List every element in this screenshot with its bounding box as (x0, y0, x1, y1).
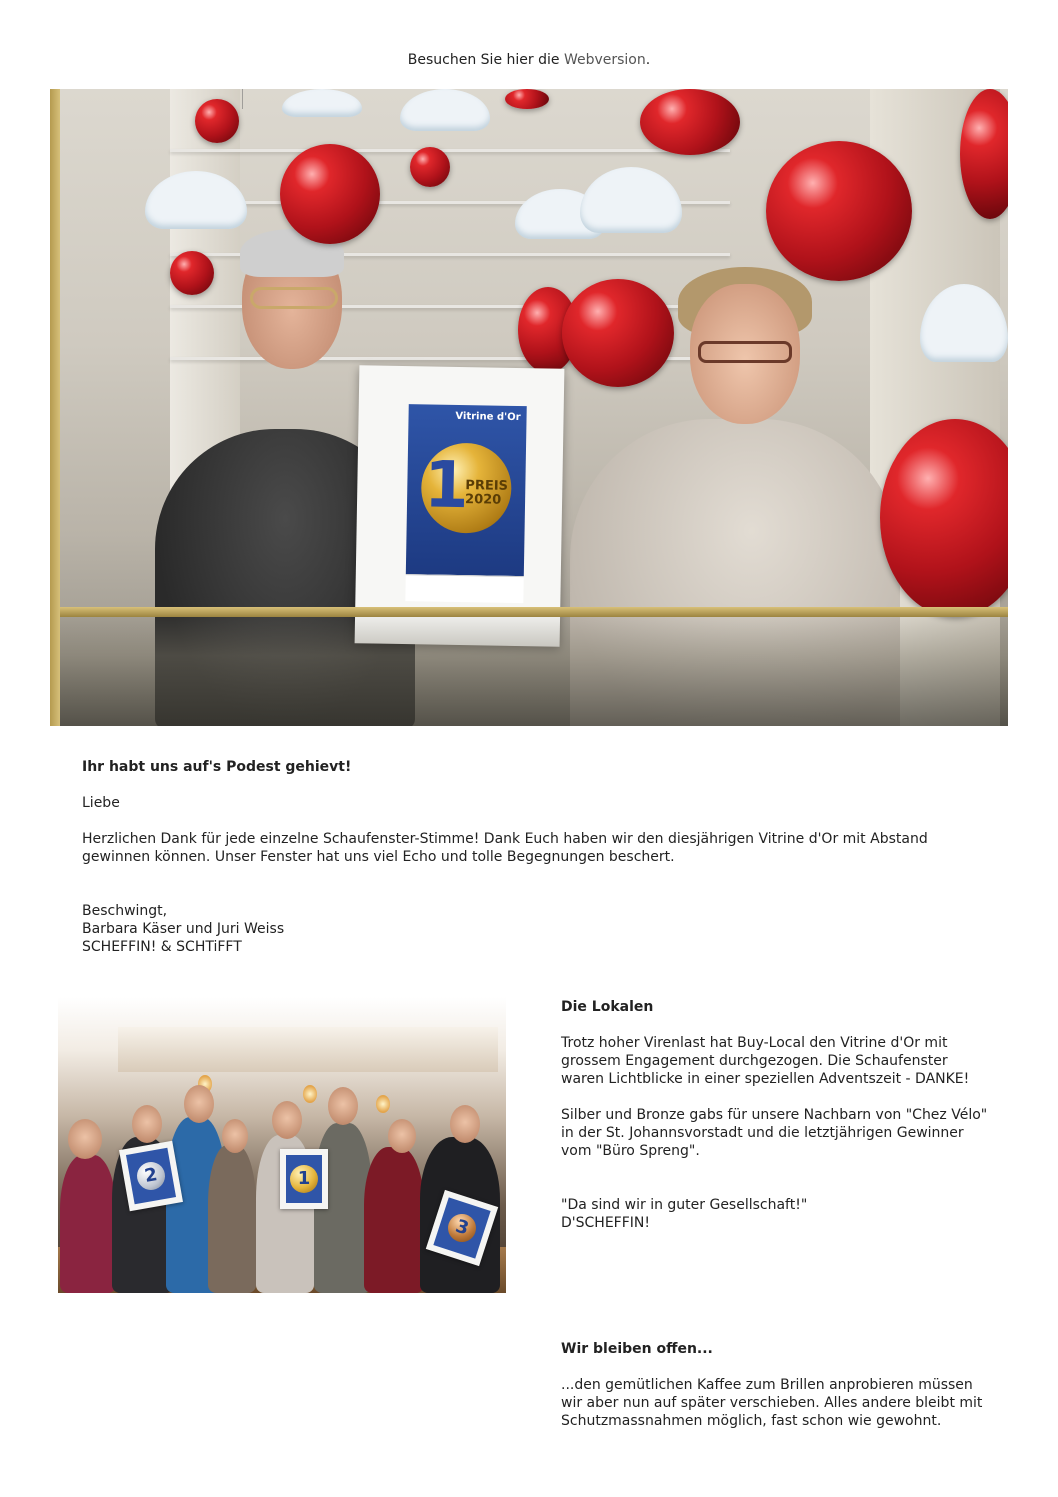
thanks-paragraph: Herzlichen Dank für jede einzelne Schaufenster-Stimme! Dank Euch haben wir den diesjährigen Vitrine d'Or mit Abstand gewinnen können. Unser Fenster hat uns viel Echo und tolle Begegnungen beschert. (82, 831, 928, 865)
greeting: Liebe (82, 795, 120, 811)
bauble (195, 99, 239, 143)
person-head (272, 1101, 302, 1139)
parachute-mask (580, 167, 682, 233)
webversion-notice (0, 51, 1058, 69)
person-head (450, 1105, 480, 1143)
webversion-suffix: . (645, 52, 651, 68)
award-certificate-silver (119, 1141, 183, 1211)
locals-paragraph: Trotz hoher Virenlast hat Buy-Local den Vitrine d'Or mit grossem Engagement durchgezogen. Die Schaufenster waren Lichtblicke in einer speziellen Adventszeit - DANKE! (561, 1035, 970, 1087)
quote-author: D'SCHEFFIN! (561, 1215, 650, 1231)
person-head (184, 1085, 214, 1123)
open-paragraph: ...den gemütlichen Kaffee zum Brillen anprobieren müssen wir aber nun auf später verschieben. Alles andere bleibt mit Schutzmassnahmen möglich, fast schon wie gewohnt. (561, 1377, 983, 1429)
bauble (766, 141, 912, 281)
webversion-link[interactable]: Webversion (563, 52, 646, 68)
brass-rail (50, 607, 1008, 617)
hero-photo (50, 89, 1008, 726)
gold-bauble-icon (421, 442, 513, 534)
prize-year: 2020 (464, 492, 502, 508)
bauble (640, 89, 740, 155)
lamp (303, 1085, 317, 1103)
bronze-bauble-icon: 3 (444, 1210, 479, 1245)
person-head (328, 1087, 358, 1125)
signoff-names: Barbara Käser und Juri Weiss (82, 921, 285, 937)
webversion-prefix: Besuchen Sie hier die (407, 52, 564, 68)
team-photo (58, 997, 506, 1293)
intro-section (82, 758, 962, 956)
bauble (505, 89, 549, 109)
bauble-string (242, 89, 243, 109)
award-brand: Vitrine d'Or (455, 410, 521, 424)
man-glasses (250, 287, 338, 309)
award-sponsor-strip (405, 574, 523, 603)
parachute-mask (282, 89, 362, 117)
section-heading: Die Lokalen (561, 999, 654, 1015)
bauble (410, 147, 450, 187)
prize-label (465, 479, 508, 508)
prize-word: PREIS (465, 478, 509, 494)
parachute-mask (400, 89, 490, 131)
person (60, 1155, 116, 1293)
person-head (222, 1119, 248, 1153)
bauble (280, 144, 380, 244)
signoff-shops: SCHEFFIN! & SCHTiFFT (82, 939, 242, 955)
person-head (132, 1105, 162, 1143)
person-head (68, 1119, 102, 1159)
silver-bauble-icon: 2 (135, 1160, 167, 1192)
person (208, 1145, 256, 1293)
person (364, 1147, 424, 1293)
award-frame (355, 365, 565, 647)
award-poster (406, 404, 527, 576)
signoff-line: Beschwingt, (82, 903, 168, 919)
bauble (562, 279, 674, 387)
bauble (170, 251, 214, 295)
shop-ceiling (118, 1027, 498, 1072)
display-glass (50, 609, 1008, 726)
quote: "Da sind wir in guter Gesellschaft!" (561, 1197, 808, 1213)
locals-section (561, 998, 991, 1232)
section-heading: Ihr habt uns auf's Podest gehievt! (82, 759, 352, 775)
woman-glasses (698, 341, 792, 363)
winners-paragraph: Silber und Bronze gabs für unsere Nachbarn von "Chez Vélo" in der St. Johannsvorstadt und die letztjährigen Gewinner vom "Büro Spreng". (561, 1107, 988, 1159)
section-heading: Wir bleiben offen... (561, 1341, 713, 1357)
medal-number: 1 (423, 448, 470, 524)
open-section (561, 1340, 991, 1430)
lamp (376, 1095, 390, 1113)
award-certificate-gold (280, 1149, 328, 1209)
brass-post (50, 89, 60, 726)
person-head (388, 1119, 416, 1153)
gold-bauble-icon: 1 (290, 1165, 318, 1193)
glass-shelf (170, 149, 730, 152)
